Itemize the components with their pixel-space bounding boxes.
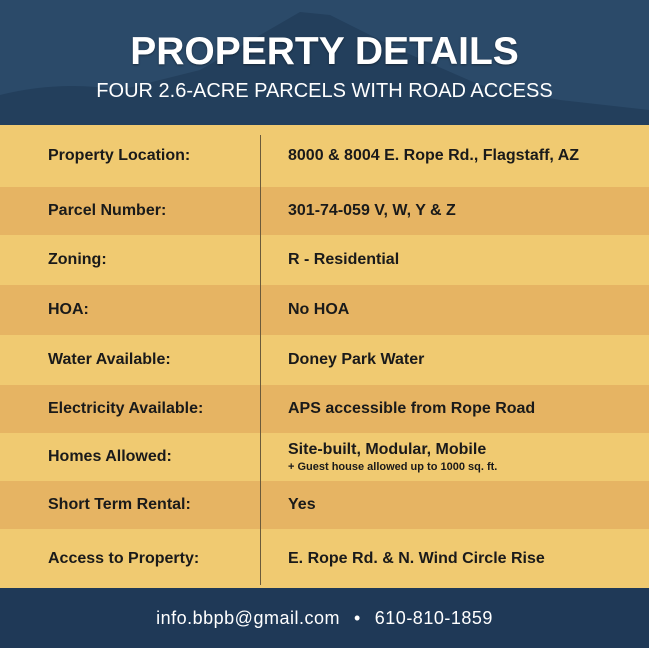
header-banner (0, 0, 649, 125)
table-row (0, 285, 649, 335)
table-row (0, 235, 649, 285)
separator-dot: • (353, 607, 361, 628)
row-value-main: Site-built, Modular, Mobile (288, 441, 487, 458)
contact-email[interactable]: info.bbpb@gmail.com (156, 607, 340, 628)
row-label: Zoning: (48, 251, 107, 268)
row-value: Doney Park Water (288, 351, 425, 368)
row-value: E. Rope Rd. & N. Wind Circle Rise (288, 549, 545, 567)
table-row (0, 529, 649, 588)
column-divider (260, 135, 261, 585)
table-row (0, 125, 649, 187)
table-row (0, 385, 649, 433)
row-label: Homes Allowed: (48, 448, 172, 465)
table-row (0, 433, 649, 481)
row-value: 301-74-059 V, W, Y & Z (288, 202, 456, 219)
table-row (0, 335, 649, 385)
row-label: HOA: (48, 301, 89, 318)
row-label: Water Available: (48, 351, 171, 368)
page-title: PROPERTY DETAILS (130, 30, 519, 73)
row-value: 8000 & 8004 E. Rope Rd., Flagstaff, AZ (288, 147, 580, 164)
page-subtitle: FOUR 2.6-ACRE PARCELS WITH ROAD ACCESS (96, 80, 553, 102)
row-label: Access to Property: (48, 549, 200, 567)
row-label: Electricity Available: (48, 400, 204, 417)
table-row (0, 187, 649, 235)
row-label: Short Term Rental: (48, 496, 191, 513)
table-row (0, 481, 649, 529)
row-value (288, 441, 497, 473)
row-label: Parcel Number: (48, 202, 167, 219)
row-value: No HOA (288, 301, 350, 318)
contact-footer (0, 588, 649, 648)
row-value: APS accessible from Rope Road (288, 400, 536, 417)
contact-phone[interactable]: 610-810-1859 (374, 607, 493, 628)
row-value-note: + Guest house allowed up to 1000 sq. ft. (288, 461, 498, 473)
row-label: Property Location: (48, 147, 191, 164)
row-value: R - Residential (288, 251, 400, 268)
row-value: Yes (288, 496, 316, 513)
